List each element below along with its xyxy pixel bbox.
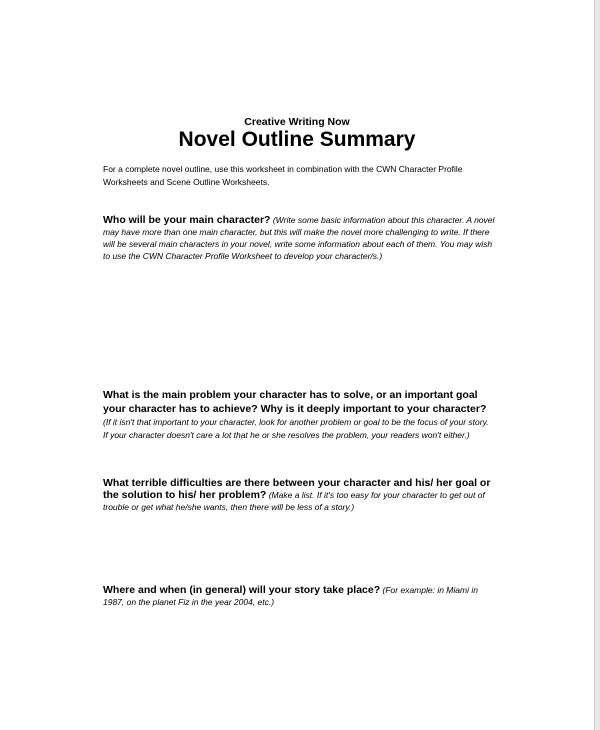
question-setting xyxy=(103,584,495,608)
question-main-problem xyxy=(103,388,495,441)
question-prompt: Where and when (in general) will your story take place? xyxy=(103,584,381,596)
page-title: Novel Outline Summary xyxy=(178,128,416,151)
question-note: (If it isn't that important to your character, look for another problem or goal to be the focus of your story. If your character doesn't care a lot that he or she resolves the problem, your readers won't either.) xyxy=(103,417,489,440)
question-prompt: What terrible difficulties are there between your character and his/ her goal or the solution to his/ her problem? xyxy=(103,477,491,501)
intro-paragraph: For a complete novel outline, use this worksheet in combination with the CWN Character Profile Worksheets and Scene Outline Worksheets. xyxy=(103,164,463,187)
question-difficulties xyxy=(103,477,495,513)
question-note: (Write some basic information about this character. A novel may have more than one main character, but this will make the novel more challenging to write. If there will be several main characters in your novel, write some information about each of them. You may wish to use the CWN Character Profile Worksheet to develop your character/s.) xyxy=(103,215,495,261)
question-prompt: What is the main problem your character has to solve, or an important goal your character has to achieve? Why is it deeply important to your character? xyxy=(103,389,487,415)
question-main-character xyxy=(103,214,495,262)
question-note: (Make a list. If it's too easy for your character to get out of trouble or get what he/she wants, then there will be less of a story.) xyxy=(103,490,485,512)
question-prompt: Who will be your main character? xyxy=(103,214,271,226)
question-note: (For example: in Miami in 1987, on the planet Fiz in the year 2004, etc.) xyxy=(103,585,478,607)
organization-name: Creative Writing Now xyxy=(244,116,350,128)
